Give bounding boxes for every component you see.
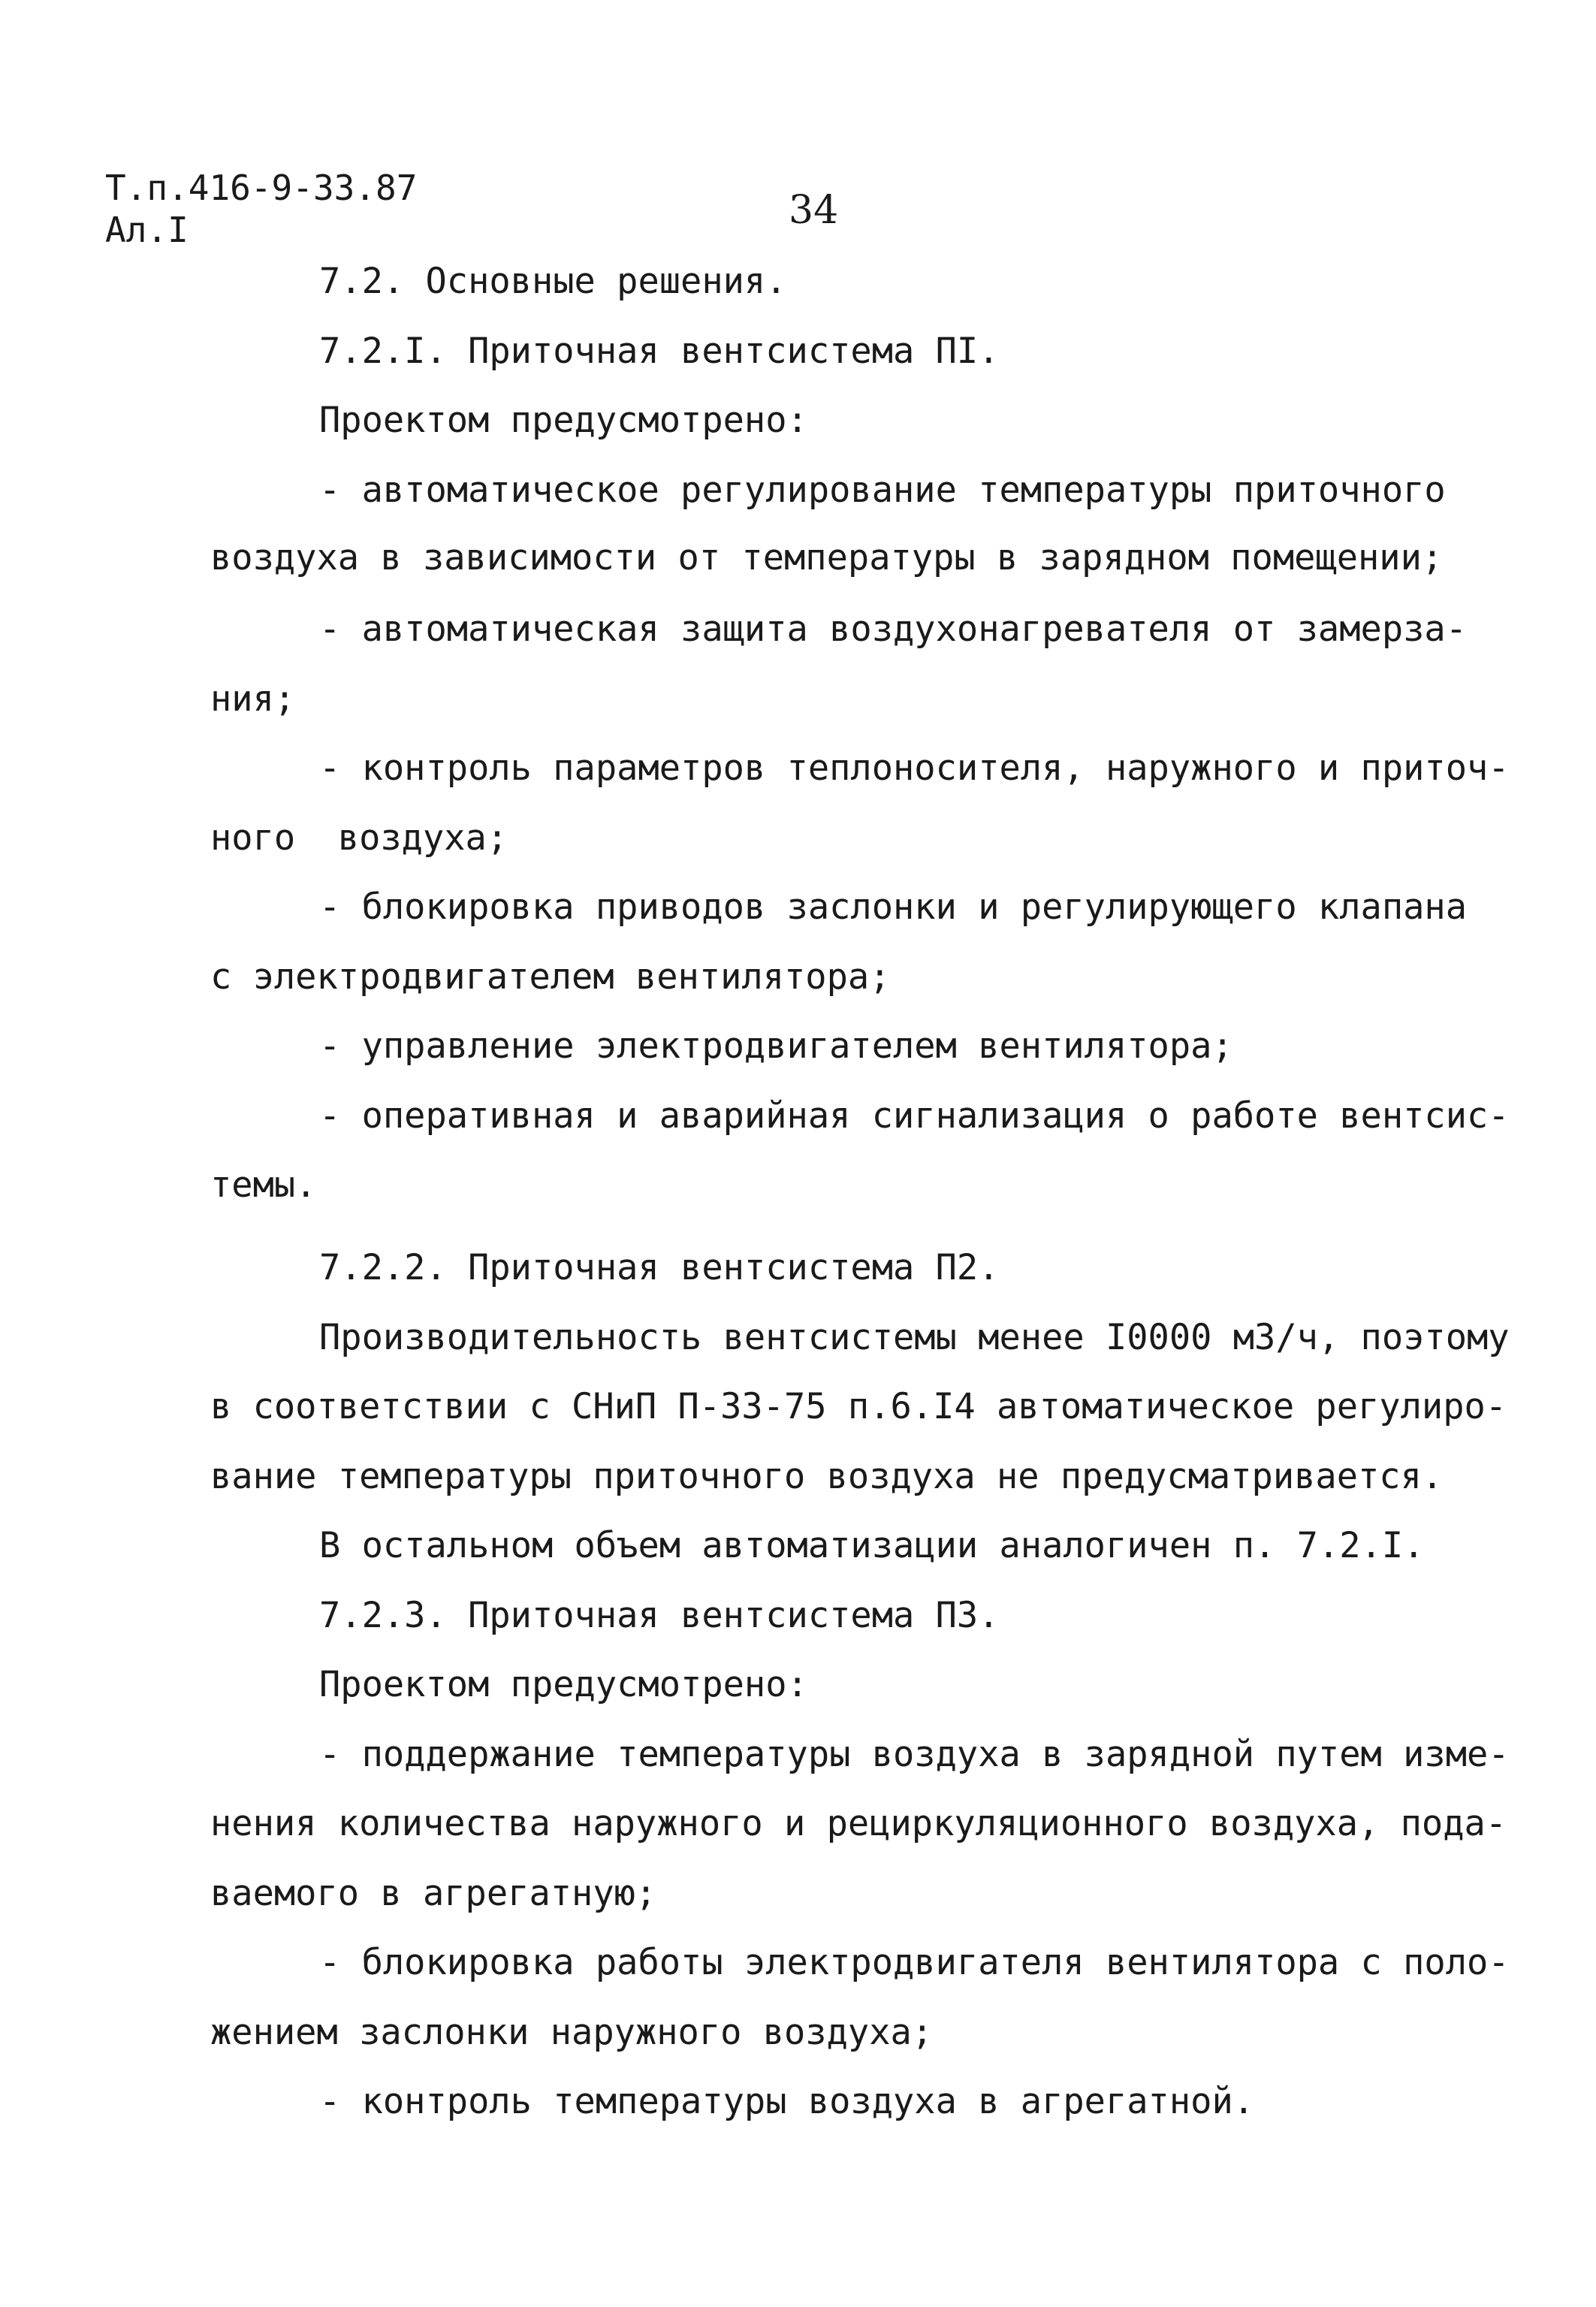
list-item: - управление электродвигателем вентилятора; <box>319 1025 1233 1067</box>
subsection-heading: 7.2.3. Приточная вентсистема П3. <box>319 1595 1000 1636</box>
paragraph-line: ного воздуха; <box>210 817 508 859</box>
page-number: 34 <box>789 188 839 233</box>
list-item: - блокировка работы электродвигателя вентилятора с поло- <box>319 1942 1510 1983</box>
subsection-heading: 7.2.2. Приточная вентсистема П2. <box>319 1247 1000 1288</box>
paragraph-line: В остальном объем автоматизации аналогичен п. 7.2.I. <box>319 1525 1425 1566</box>
paragraph-line: ваемого в агрегатную; <box>210 1873 657 1914</box>
document-code <box>105 167 417 251</box>
subsection-heading: 7.2.I. Приточная вентсистема ПI. <box>319 331 1000 372</box>
paragraph-line: воздуха в зависимости от температуры в зарядном помещении; <box>210 537 1444 578</box>
paragraph-line: в соответствии с СНиП П-33-75 п.6.I4 автоматическое регулиро- <box>210 1386 1507 1427</box>
list-item: - автоматическая защита воздухонагревателя от замерза- <box>319 608 1468 650</box>
paragraph-line: ния; <box>210 678 296 720</box>
paragraph-line: Проектом предусмотрено: <box>319 1664 808 1705</box>
paragraph-line: вание температуры приточного воздуха не предусматривается. <box>210 1456 1444 1497</box>
paragraph-line: темы. <box>210 1164 317 1206</box>
document-code-line1: Т.п.416-9-33.87 <box>105 168 418 208</box>
paragraph-line: Проектом предусмотрено: <box>319 400 808 441</box>
section-heading: 7.2. Основные решения. <box>319 261 787 302</box>
list-item: - оперативная и аварийная сигнализация о работе вентсис- <box>319 1095 1510 1137</box>
list-item: - контроль параметров теплоносителя, наружного и приточ- <box>319 747 1510 789</box>
list-item: - контроль температуры воздуха в агрегатной. <box>319 2081 1255 2122</box>
paragraph-line: жением заслонки наружного воздуха; <box>210 2012 934 2053</box>
paragraph-line: нения количества наружного и рециркуляционного воздуха, пода- <box>210 1803 1507 1844</box>
list-item: - поддержание температуры воздуха в зарядной путем изме- <box>319 1734 1510 1775</box>
list-item: - блокировка приводов заслонки и регулирующего клапана <box>319 886 1468 928</box>
paragraph-line: Производительность вентсистемы менее I0000 м3/ч, поэтому <box>319 1317 1510 1358</box>
paragraph-line: с электродвигателем вентилятора; <box>210 956 891 998</box>
document-code-line2: Ал.I <box>105 210 189 250</box>
list-item: - автоматическое регулирование температуры приточного <box>319 470 1446 511</box>
